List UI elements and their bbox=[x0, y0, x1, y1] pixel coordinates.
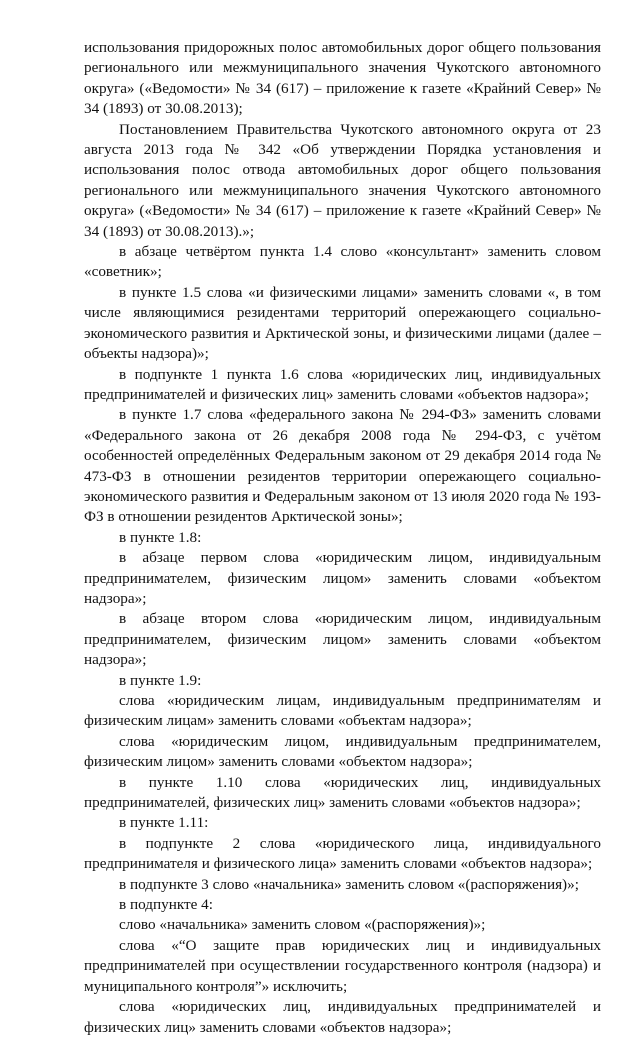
paragraph: в подпункте 2 слова «юридического лица, индивидуального предпринимателя и физического лица» заменить словами «объектов надзора»; bbox=[84, 834, 601, 873]
paragraph: слова «юридическим лицам, индивидуальным предпринимателям и физическим лицам» заменить словами «объектам надзора»; bbox=[84, 692, 601, 730]
paragraph: в пункте 1.7 слова «федерального закона № 294-ФЗ» заменить словами «Федерального закона от 26 декабря 2008 года № 294-ФЗ, с учётом особенностей определённых Федеральным законом от 29 декабря 2014 года № 473-ФЗ в отношении резидентов территории опережающего социально-экономического развития и Федеральным законом от 13 июля 2020 года № 193-ФЗ в отношении резидентов Арктической зоны»; bbox=[84, 406, 601, 526]
paragraph: в подпункте 1 пункта 1.6 слова «юридических лиц, индивидуальных предпринимателей и физических лиц» заменить словами «объектов надзора»; bbox=[84, 365, 601, 403]
paragraph: в абзаце втором слова «юридическим лицом, индивидуальным предпринимателем, физическим лицом» заменить словами «объектом надзора»; bbox=[84, 610, 601, 669]
document-body bbox=[84, 38, 601, 1038]
paragraph: слово «начальника» заменить словом «(распоряжения)»; bbox=[119, 916, 486, 934]
paragraph: в пункте 1.5 слова «и физическими лицами» заменить словами «, в том числе являющимися резидентами территорий опережающего социально-экономического развития и Арктической зоны, и физическими лицами (далее – объекты надзора)»; bbox=[84, 283, 601, 363]
paragraph: в абзаце четвёртом пункта 1.4 слово «консультант» заменить словом «советник»; bbox=[84, 243, 601, 281]
paragraph: в пункте 1.9: bbox=[119, 671, 202, 689]
paragraph: использования придорожных полос автомобильных дорог общего пользования регионального или межмуниципального значения Чукотского автономного округа» («Ведомости» № 34 (617) – приложение к газете «Крайний Север» № 34 (1893) от 30.08.2013); bbox=[84, 39, 601, 118]
paragraph: слова «юридическим лицом, индивидуальным предпринимателем, физическим лицом» заменить словами «объектом надзора»; bbox=[84, 732, 601, 771]
paragraph: слова «“О защите прав юридических лиц и индивидуальных предпринимателей при осуществлении государственного контроля (надзора) и муниципального контроля”» исключить; bbox=[84, 936, 601, 995]
paragraph: в абзаце первом слова «юридическим лицом, индивидуальным предпринимателем, физическим лицом» заменить словами «объектом надзора»; bbox=[84, 549, 601, 607]
paragraph: в пункте 1.10 слова «юридических лиц, индивидуальных предпринимателей, физических лиц» заменить словами «объектов надзора»; bbox=[84, 773, 601, 812]
paragraph: в пункте 1.8: bbox=[119, 528, 202, 546]
paragraph: в пункте 1.11: bbox=[119, 814, 209, 832]
paragraph: слова «юридических лиц, индивидуальных предпринимателей и физических лиц» заменить словами «объектов надзора»; bbox=[84, 998, 601, 1036]
paragraph: в подпункте 4: bbox=[119, 896, 213, 914]
paragraph: в подпункте 3 слово «начальника» заменить словом «(распоряжения)»; bbox=[119, 875, 579, 893]
paragraph: Постановлением Правительства Чукотского автономного округа от 23 августа 2013 года № 342 «Об утверждении Порядка установления и использования полос отвода автомобильных дорог общего пользования регионального или межмуниципального значения Чукотского автономного округа» («Ведомости» № 34 (617) – приложение к газете «Крайний Север» № 34 (1893) от 30.08.2013).»; bbox=[84, 120, 601, 240]
